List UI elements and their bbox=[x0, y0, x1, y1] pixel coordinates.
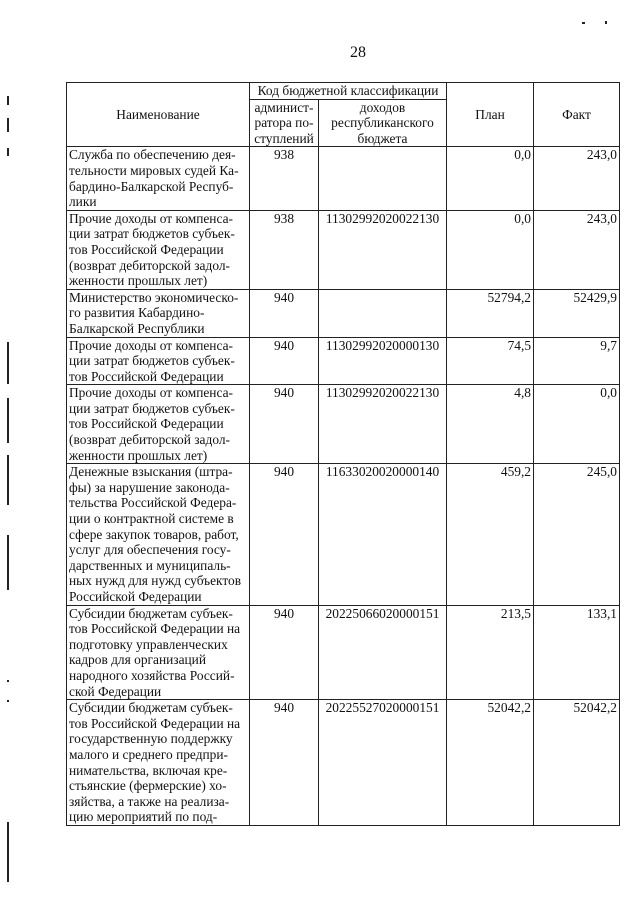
header-line: республиканского bbox=[331, 115, 434, 131]
scan-mark bbox=[605, 21, 607, 24]
name-line: Прочие доходы от компенса- bbox=[69, 337, 233, 353]
name-line: зяйства, а также на реализа- bbox=[69, 793, 230, 809]
row-fact-value: 9,7 bbox=[534, 337, 620, 385]
header-line: бюджета bbox=[357, 130, 408, 146]
name-line: сфере закупок товаров, работ, bbox=[69, 526, 239, 542]
header-line: доходов bbox=[359, 99, 406, 115]
name-line: го развития Кабардино- bbox=[69, 305, 205, 321]
row-income-code: 11302992020000130 bbox=[319, 337, 447, 385]
name-line: ции затрат бюджетов субъек- bbox=[69, 226, 235, 242]
name-line: тов Российской Федерации bbox=[69, 368, 224, 384]
budget-table bbox=[66, 82, 620, 826]
scan-mark bbox=[7, 342, 9, 384]
name-line: бардино-Балкарской Респуб- bbox=[69, 178, 234, 194]
name-line: Прочие доходы от компенса- bbox=[69, 385, 233, 401]
name-line: Российской Федерации bbox=[69, 589, 202, 604]
row-admin-code: 938 bbox=[250, 147, 319, 210]
scan-mark bbox=[7, 700, 9, 702]
row-income-code: 11633020020000140 bbox=[319, 464, 447, 605]
header-line: ступлений bbox=[254, 130, 314, 146]
name-line: тов Российской Федерации bbox=[69, 416, 224, 432]
name-line: (возврат дебиторской задол- bbox=[69, 432, 230, 448]
column-header-income bbox=[319, 99, 447, 147]
name-line: малого и среднего предпри- bbox=[69, 746, 228, 762]
scan-mark bbox=[582, 22, 585, 24]
row-name-cell bbox=[67, 385, 250, 464]
row-name-cell bbox=[67, 605, 250, 700]
name-line: тов Российской Федерации на bbox=[69, 621, 241, 637]
table-row bbox=[67, 605, 620, 700]
row-plan-value: 0,0 bbox=[447, 147, 534, 210]
column-header-fact: Факт bbox=[534, 83, 620, 147]
row-plan-value: 74,5 bbox=[447, 337, 534, 385]
name-line: ции затрат бюджетов субъек- bbox=[69, 353, 235, 369]
scan-mark bbox=[7, 118, 9, 132]
table-row bbox=[67, 337, 620, 385]
row-admin-code: 940 bbox=[250, 464, 319, 605]
row-income-code: 20225527020000151 bbox=[319, 700, 447, 826]
name-line: дарственных и муниципаль- bbox=[69, 557, 231, 573]
name-line: Прочие доходы от компенса- bbox=[69, 210, 233, 226]
name-line: Министерство экономическо- bbox=[69, 289, 239, 305]
column-header-name: Наименование bbox=[67, 83, 250, 147]
row-admin-code: 940 bbox=[250, 605, 319, 700]
name-line: Субсидии бюджетам субъек- bbox=[69, 605, 233, 621]
row-fact-value: 52042,2 bbox=[534, 700, 620, 826]
row-name-cell bbox=[67, 147, 250, 210]
row-fact-value: 0,0 bbox=[534, 385, 620, 464]
row-plan-value: 4,8 bbox=[447, 385, 534, 464]
row-admin-code: 938 bbox=[250, 210, 319, 289]
row-income-code: 11302992020022130 bbox=[319, 210, 447, 289]
table-row bbox=[67, 210, 620, 289]
name-line: цию мероприятий по под- bbox=[69, 809, 218, 825]
name-line: тов Российской Федерации на bbox=[69, 715, 241, 731]
name-line: ской Федерации bbox=[69, 683, 162, 699]
row-fact-value: 133,1 bbox=[534, 605, 620, 700]
name-line: фы) за нарушение законода- bbox=[69, 479, 230, 495]
scan-mark bbox=[7, 535, 9, 590]
scan-mark bbox=[7, 822, 9, 882]
row-admin-code: 940 bbox=[250, 337, 319, 385]
row-name-cell bbox=[67, 289, 250, 337]
name-line: лики bbox=[69, 194, 97, 210]
row-plan-value: 52042,2 bbox=[447, 700, 534, 826]
name-line: женности прошлых лет) bbox=[69, 447, 208, 463]
name-line: услуг для обеспечения госу- bbox=[69, 542, 231, 558]
table-row bbox=[67, 700, 620, 826]
row-fact-value: 243,0 bbox=[534, 210, 620, 289]
column-header-code-group: Код бюджетной классификации bbox=[250, 83, 447, 100]
name-line: государственную поддержку bbox=[69, 731, 233, 747]
scan-mark bbox=[7, 148, 9, 156]
row-plan-value: 459,2 bbox=[447, 464, 534, 605]
name-line: Служба по обеспечению дея- bbox=[69, 147, 236, 163]
scan-mark bbox=[7, 680, 9, 682]
row-plan-value: 213,5 bbox=[447, 605, 534, 700]
row-name-cell bbox=[67, 210, 250, 289]
scan-mark bbox=[7, 398, 9, 443]
header-line: админист- bbox=[254, 99, 314, 115]
scan-mark bbox=[7, 455, 9, 505]
name-line: ных нужд для нужд субъектов bbox=[69, 573, 242, 589]
row-income-code: 20225066020000151 bbox=[319, 605, 447, 700]
table-row bbox=[67, 464, 620, 605]
name-line: нимательства, включая кре- bbox=[69, 762, 228, 778]
name-line: подготовку управленческих bbox=[69, 636, 228, 652]
name-line: тельства Российской Федера- bbox=[69, 495, 237, 511]
table-row bbox=[67, 289, 620, 337]
name-line: ции о контрактной системе в bbox=[69, 511, 234, 527]
row-name-cell bbox=[67, 464, 250, 605]
name-line: Субсидии бюджетам субъек- bbox=[69, 700, 233, 716]
row-income-code: 11302992020022130 bbox=[319, 385, 447, 464]
name-line: женности прошлых лет) bbox=[69, 273, 208, 289]
name-line: тов Российской Федерации bbox=[69, 241, 224, 257]
row-fact-value: 245,0 bbox=[534, 464, 620, 605]
scan-mark bbox=[7, 96, 9, 105]
row-name-cell bbox=[67, 337, 250, 385]
name-line: Балкарской Республики bbox=[69, 320, 205, 336]
column-header-admin bbox=[250, 99, 319, 147]
name-line: тельности мировых судей Ка- bbox=[69, 162, 239, 178]
name-line: ции затрат бюджетов субъек- bbox=[69, 400, 235, 416]
name-line: (возврат дебиторской задол- bbox=[69, 257, 230, 273]
row-admin-code: 940 bbox=[250, 700, 319, 826]
table-row bbox=[67, 147, 620, 210]
row-income-code bbox=[319, 147, 447, 210]
name-line: Денежные взыскания (штра- bbox=[69, 464, 233, 480]
name-line: кадров для организаций bbox=[69, 652, 207, 668]
name-line: стьянские (фермерские) хо- bbox=[69, 778, 227, 794]
row-fact-value: 243,0 bbox=[534, 147, 620, 210]
row-plan-value: 0,0 bbox=[447, 210, 534, 289]
row-income-code bbox=[319, 289, 447, 337]
table-header-row bbox=[67, 83, 620, 100]
row-admin-code: 940 bbox=[250, 289, 319, 337]
row-name-cell bbox=[67, 700, 250, 826]
row-fact-value: 52429,9 bbox=[534, 289, 620, 337]
table-row bbox=[67, 385, 620, 464]
name-line: народного хозяйства Россий- bbox=[69, 667, 235, 683]
page-number: 28 bbox=[350, 44, 366, 61]
row-plan-value: 52794,2 bbox=[447, 289, 534, 337]
header-line: ратора по- bbox=[254, 115, 314, 131]
column-header-plan: План bbox=[447, 83, 534, 147]
row-admin-code: 940 bbox=[250, 385, 319, 464]
